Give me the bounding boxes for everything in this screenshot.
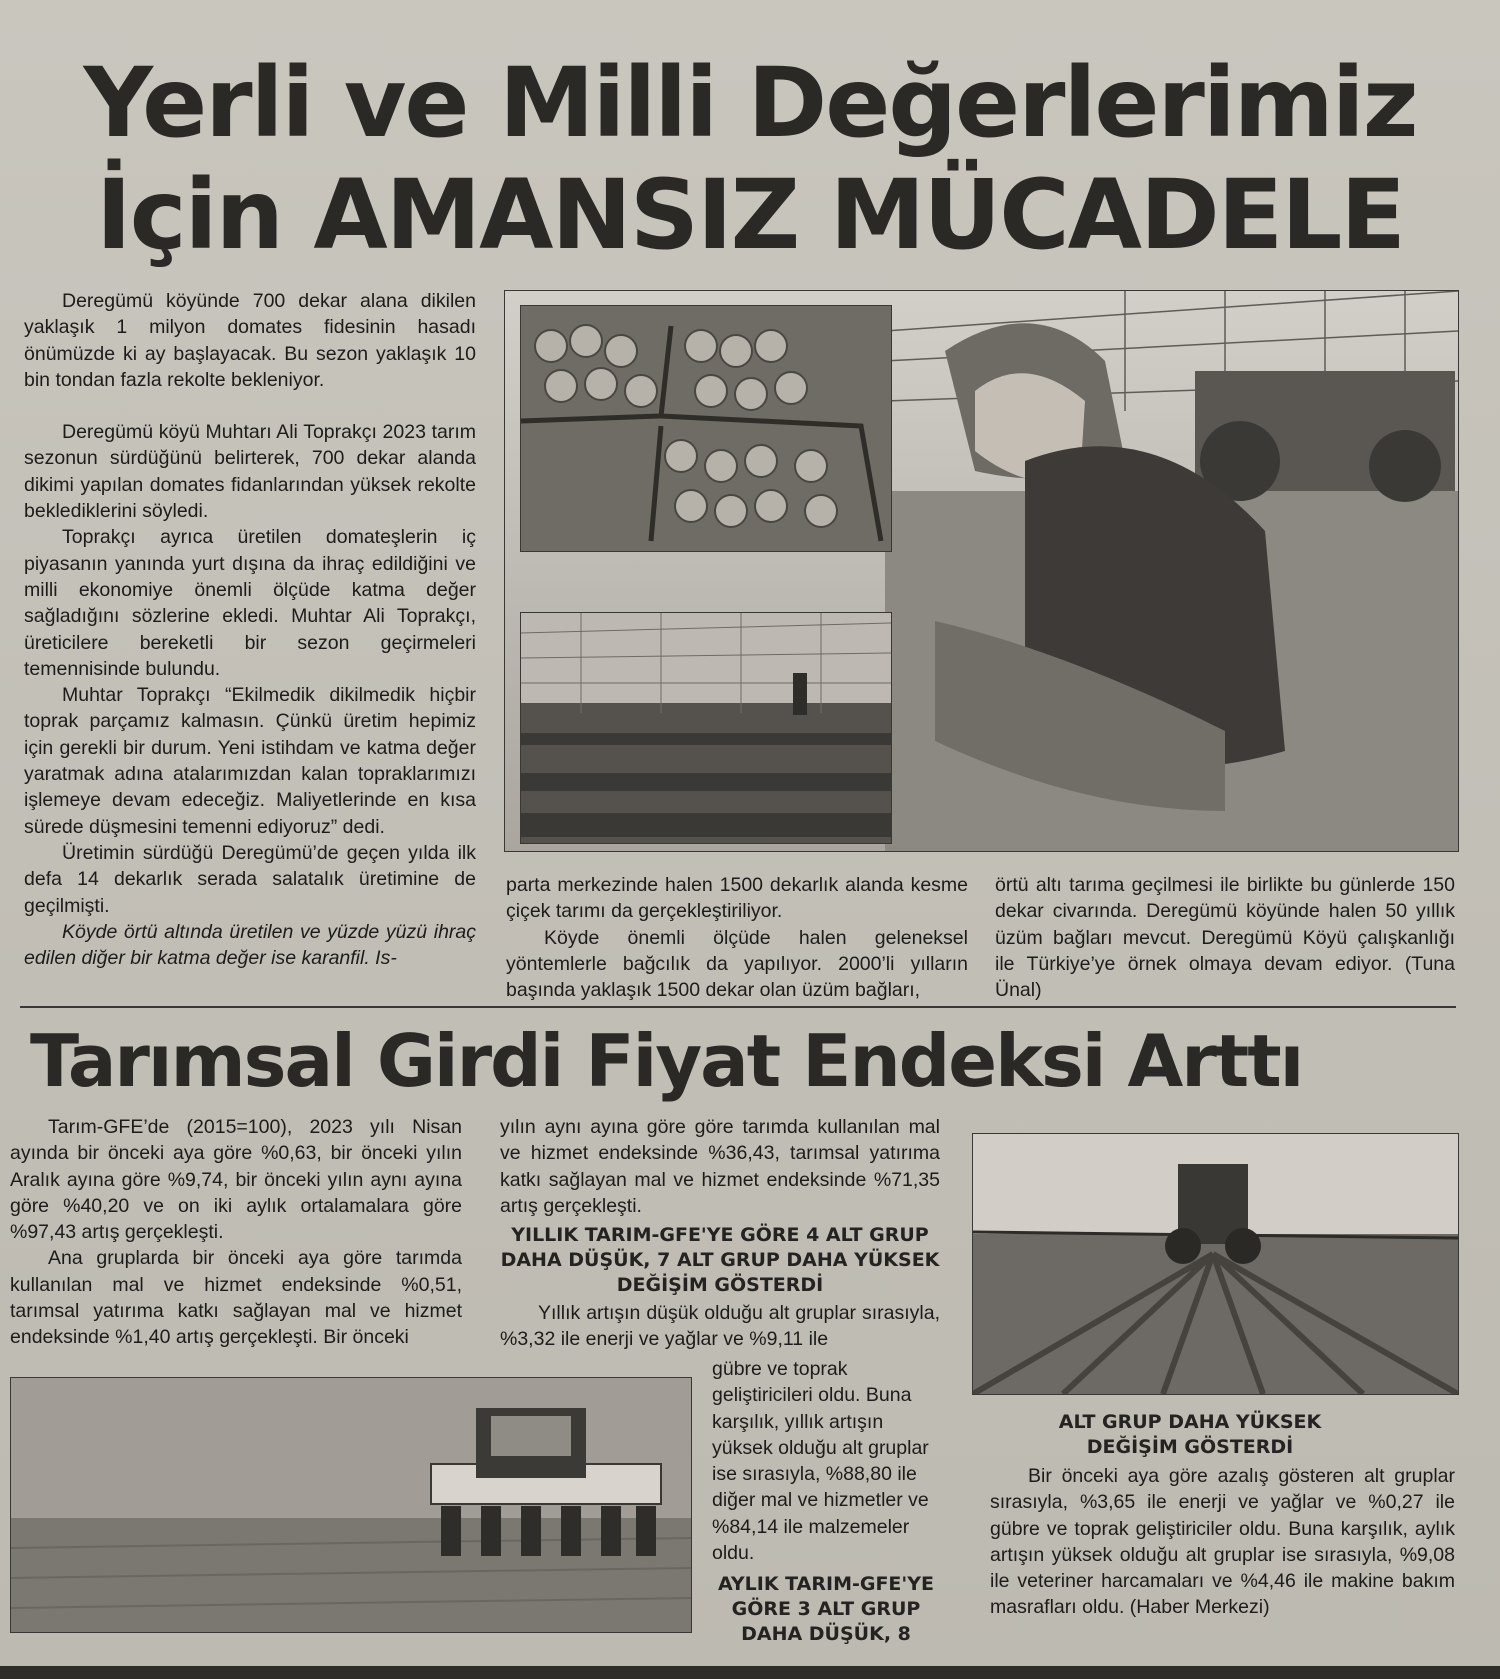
greenhouse-photo xyxy=(520,612,892,844)
article1-headline-line1: Yerli ve Milli Değerlerimiz xyxy=(83,47,1417,159)
article1-headline-line2: İçin AMANSIZ MÜCADELE xyxy=(96,159,1404,271)
planter-tractor-photo xyxy=(10,1377,692,1633)
article1-column-3 xyxy=(995,872,1455,1003)
article2-paragraph: Ana gruplarda bir önceki aya göre tarımda kullanılan mal ve hizmet endeksinde %0,51, tarımsal yatırıma katkı sağlayan mal ve hizmet endeksinde %1,40 artış gerçekleşti. Bir önceki xyxy=(10,1247,462,1349)
article1-paragraph: Deregümü köyü Muhtarı Ali Toprakçı 2023 tarım sezonun sürdüğünü belirterek, 700 dekar alanda dikimi yapılan domates fidanlarından yüksek rekolte beklediklerini söyledi. xyxy=(24,421,476,523)
article1-column-1 xyxy=(24,288,476,971)
article1-column-2 xyxy=(506,872,968,1003)
article2-column-2 xyxy=(500,1114,940,1353)
article2-subheading: AYLIK TARIM-GFE'YE GÖRE 3 ALT GRUP DAHA DÜŞÜK, 8 xyxy=(718,1573,934,1646)
article1-paragraph: Üretimin sürdüğü Deregümü’de geçen yılda ilk defa 14 dekarlık serada salatalık üretimine de geçilmişti. xyxy=(24,841,476,917)
article1-paragraph: örtü altı tarıma geçilmesi ile birlikte bu günlerde 150 dekar civarında. Deregümü köyünde halen 50 yıllık üzüm bağları mevcut. Deregümü Köyü çalışkanlığı ile Türkiye’ye örnek olmaya devam ediyor. (Tuna Ünal) xyxy=(995,874,1455,1002)
article1-paragraph: parta merkezinde halen 1500 dekarlık alanda kesme çiçek tarımı da gerçekleştiriliyor. xyxy=(506,874,968,923)
article2-paragraph: gübre ve toprak geliştiricileri oldu. Buna karşılık, yıllık artışın yüksek olduğu alt gruplar ise sırasıyla, %88,80 ile diğer mal ve hizmetler ve %84,14 ile malzemeler oldu. xyxy=(712,1358,929,1565)
article1-paragraph: Toprakçı ayrıca üretilen domateşlerin iç piyasanın yanında yurt dışına da ihraç edildiğini ve milli ekonomiye önemli ölçüde katma değer sağladığını sözlerine ekledi. Muhtar Ali Toprakçı, üreticilere bereketli bir sezon geçirmeleri temennisinde bulundu. xyxy=(24,526,476,680)
article2-subheading: YILLIK TARIM-GFE'YE GÖRE 4 ALT GRUP DAHA DÜŞÜK, 7 ALT GRUP DAHA YÜKSEK DEĞİŞİM GÖSTERDİ xyxy=(500,1224,940,1297)
article1-paragraph: Muhtar Toprakçı “Ekilmedik dikilmedik hiçbir toprak parçamız kalmasın. Çünkü üretim hepimiz için gerekli bir durum. Yeni istihdam ve katma değer yaratmak adına atalarımızdan kalan topraklarımızı işlemeye devam edeceğiz. Maliyetlerinde en kısa sürede düşmesini temenni ediyoruz” dedi. xyxy=(24,684,476,838)
article2-paragraph: yılın aynı ayına göre göre tarımda kullanılan mal ve hizmet endeksinde %36,43, tarımsal yatırıma katkı sağlayan mal ve hizmet endeksinde %71,35 artış gerçekleşti. xyxy=(500,1116,940,1217)
article2-column-3 xyxy=(990,1463,1455,1621)
article1-paragraph: Köyde örtü altında üretilen ve yüzde yüzü ihraç edilen diğer bir katma değer ise karanfil. Is- xyxy=(24,920,476,970)
article2-paragraph: Yıllık artışın düşük olduğu alt gruplar sırasıyla, %3,32 ile enerji ve yağlar ve %9,11 ile xyxy=(500,1302,940,1351)
article2-column-1 xyxy=(10,1114,462,1351)
article2-subheading: ALT GRUP DAHA YÜKSEK DEĞİŞİM GÖSTERDİ xyxy=(1058,1411,1322,1458)
bottom-bar xyxy=(0,1666,1500,1679)
article1-paragraph: Deregümü köyünde 700 dekar alana dikilen yaklaşık 1 milyon domates fidesinin hasadı önümüzde ki ay başlayacak. Bu sezon yaklaşık 10 bin tondan fazla rekolte bekleniyor. xyxy=(24,290,476,391)
sprayer-tractor-photo xyxy=(972,1133,1459,1395)
tomato-crates-photo xyxy=(520,305,892,552)
article2-paragraph: Tarım-GFE’de (2015=100), 2023 yılı Nisan ayında bir önceki aya göre %0,63, bir önceki yılın Aralık ayına göre %9,74, bir önceki yılın aynı ayına göre %40,20 ve on iki aylık ortalamalara göre %97,43 artış gerçekleşti. xyxy=(10,1116,462,1244)
article2-headline: Tarımsal Girdi Fiyat Endeksi Arttı xyxy=(30,1019,1303,1103)
article2-paragraph: Bir önceki aya göre azalış gösteren alt gruplar sırasıyla, %3,65 ile enerji ve yağlar ve %0,27 ile gübre ve toprak geliştiriciler oldu. Buna karşılık, aylık artışın yüksek olduğu alt gruplar ise sırasıyla, %9,08 ile veteriner harcamaları ve %4,46 ile makine bakım masrafları oldu. (Haber Merkezi) xyxy=(990,1465,1455,1619)
article2-column-2-narrow xyxy=(712,1356,940,1647)
article1-paragraph: Köyde önemli ölçüde halen geleneksel yöntemlerle bağcılık da yapılıyor. 2000’li yılların başında yaklaşık 1500 dekar olan üzüm bağları, xyxy=(506,926,968,1002)
section-divider xyxy=(20,1006,1456,1008)
